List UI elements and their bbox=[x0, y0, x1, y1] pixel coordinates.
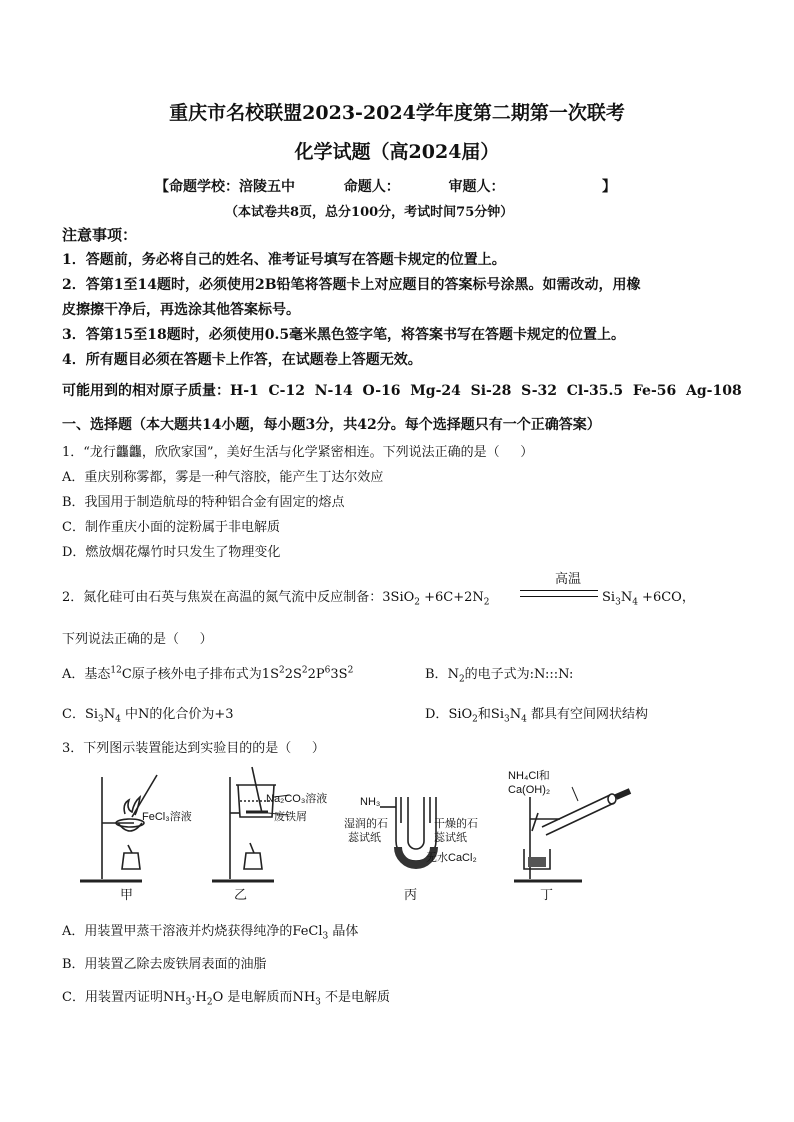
q2-equation-products: $Si_3N_4 +6CO$， bbox=[602, 590, 695, 608]
notes-heading: 注意事项： bbox=[62, 226, 138, 244]
apparatus-ding bbox=[514, 787, 630, 881]
q2-b-suffix: 的电子式为:N:::N: bbox=[464, 667, 574, 682]
q3-c-prefix: C．用装置丙证明 bbox=[62, 990, 163, 1005]
q2-option-b: B．$N_2$的电子式为:N:::N: bbox=[425, 667, 574, 685]
label-wet-litmus-1: 湿润的石 bbox=[344, 818, 388, 830]
q2-a-mid: C原子核外电子排布式为 bbox=[121, 667, 262, 682]
label-dry-litmus-1: 干燥的石 bbox=[434, 818, 478, 830]
q2-c-suffix: 中N的化合价为+3 bbox=[125, 707, 234, 722]
q2-a-prefix: A．基态 bbox=[62, 667, 111, 682]
q3-a-prefix: A．用装置甲蒸干溶液并灼烧获得纯净的 bbox=[62, 924, 293, 939]
exam-title: 重庆市名校联盟2023-2024学年度第二期第一次联考 bbox=[169, 102, 625, 124]
q3-option-a: A．用装置甲蒸干溶液并灼烧获得纯净的FeCl$_3$ 晶体 bbox=[62, 924, 359, 942]
q2-follow: 下列说法正确的是（ ） bbox=[62, 632, 213, 647]
apparatus-figure bbox=[62, 757, 682, 907]
q2-d-mid: 和 bbox=[477, 707, 491, 722]
q2-stem bbox=[62, 586, 490, 608]
caption-bing: 丙 bbox=[404, 887, 418, 902]
q2-option-d: D．SiO$_2$和$Si_3N_4$ 都具有空间网状结构 bbox=[425, 707, 648, 725]
q2-stem-text: 2．氮化硅可由石英与焦炭在高温的氮气流中反应制备： bbox=[62, 590, 383, 605]
note-1: 1．答题前，务必将自己的姓名、准考证号填写在答题卡规定的位置上。 bbox=[62, 252, 506, 268]
q3-option-b: B．用装置乙除去废铁屑表面的油脂 bbox=[62, 957, 267, 972]
q3-c-mid: 是电解质而 bbox=[227, 990, 293, 1005]
atomic-masses-text: 可能用到的相对原子质量：H-1 C-12 N-14 O-16 Mg-24 Si-28 S-32 Cl-35.5 Fe-56 Ag-108 bbox=[62, 383, 742, 399]
label-scrap-iron: 废铁屑 bbox=[274, 811, 307, 823]
note-2a: 2．答第1至14题时，必须使用2B铅笔将答题卡上对应题目的答案标号涂黑。如需改动，用橡 bbox=[62, 277, 641, 293]
exam-subtitle: 化学试题（高2024届） bbox=[294, 141, 500, 163]
section-heading: 一、选择题（本大题共14小题，每小题3分，共42分。每个选择题只有一个正确答案） bbox=[62, 417, 601, 433]
note-2b: 皮擦擦干净后，再选涂其他答案标号。 bbox=[62, 302, 300, 318]
q1-option-a: A．重庆别称雾都，雾是一种气溶胶，能产生丁达尔效应 bbox=[62, 470, 384, 485]
q2-b-prefix: B． bbox=[425, 667, 448, 682]
label-fecl3: FeCl₃溶液 bbox=[142, 811, 192, 823]
q2-condition: 高温 bbox=[554, 572, 581, 587]
apparatus-jia bbox=[80, 775, 157, 881]
q3-stem: 3．下列图示装置能达到实验目的的是（ ） bbox=[62, 741, 325, 756]
q1-option-d: D．燃放烟花爆竹时只发生了物理变化 bbox=[62, 545, 281, 560]
exam-info: （本试卷共8页，总分100分，考试时间75分钟） bbox=[225, 205, 514, 220]
label-wet-litmus-2: 蕊试纸 bbox=[348, 832, 381, 844]
label-caoh2: Ca(OH)₂ bbox=[508, 784, 551, 796]
caption-yi: 乙 bbox=[234, 887, 248, 902]
q1-stem: 1．“龙行龘龘，欣欣家国”，美好生活与化学紧密相连。下列说法正确的是（ ） bbox=[62, 445, 534, 460]
q2-option-a: A．基态$^{12}$C原子核外电子排布式为$1S^22S^22P^63S^2$ bbox=[62, 665, 354, 682]
school-line: 【命题学校：涪陵五中 命题人： 审题人： 】 bbox=[155, 179, 616, 195]
q1-option-b: B．我国用于制造航母的特种铝合金有固定的熔点 bbox=[62, 495, 345, 510]
apparatus-yi bbox=[212, 767, 290, 881]
q2-c-prefix: C． bbox=[62, 707, 85, 722]
note-3: 3．答第15至18题时，必须使用0.5毫米黑色签字笔，将答案书写在答题卡规定的位置上。 bbox=[62, 327, 626, 343]
q3-option-c: C．用装置丙证明$NH_3\cdot H_2O$ 是电解质而$NH_3$ 不是电解质 bbox=[62, 990, 391, 1008]
caption-jia: 甲 bbox=[120, 887, 134, 902]
q2-d-suffix: 都具有空间网状结构 bbox=[530, 707, 648, 722]
label-nh3: NH₃ bbox=[360, 796, 381, 808]
q1-option-c: C．制作重庆小面的淀粉属于非电解质 bbox=[62, 520, 280, 535]
label-na2co3: Na₂CO₃溶液 bbox=[266, 793, 328, 805]
label-dry-litmus-2: 蕊试纸 bbox=[434, 832, 467, 844]
q3-a-suffix: 晶体 bbox=[332, 924, 359, 939]
caption-ding: 丁 bbox=[540, 887, 554, 902]
label-nh4cl: NH₄Cl和 bbox=[508, 770, 550, 782]
q2-option-c: C．$Si_3N_4$ 中N的化合价为+3 bbox=[62, 707, 234, 725]
q2-equation: $3SiO_2 +6C+2N_2$ bbox=[382, 590, 490, 608]
atomic-masses bbox=[62, 380, 742, 400]
label-cacl2: 无水CaCl₂ bbox=[426, 852, 477, 864]
q2-d-prefix: D． bbox=[425, 707, 449, 722]
note-4: 4．所有题目必须在答题卡上作答，在试题卷上答题无效。 bbox=[62, 352, 422, 368]
equation-arrow bbox=[520, 590, 598, 597]
q3-c-suffix: 不是电解质 bbox=[325, 990, 391, 1005]
